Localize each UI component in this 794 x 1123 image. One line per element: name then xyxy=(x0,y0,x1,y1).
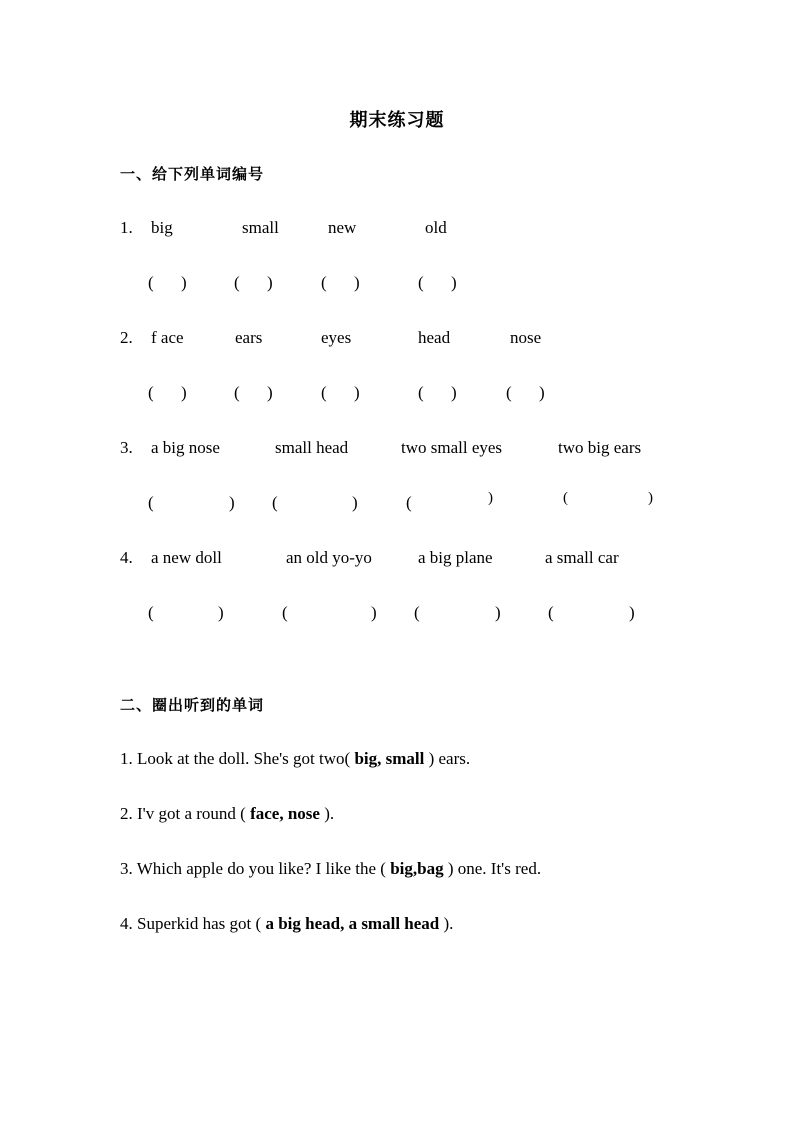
open-paren: ( xyxy=(406,493,412,512)
word-ears: ears xyxy=(235,328,263,347)
phrase-a-small-car: a small car xyxy=(545,548,619,567)
word-small: small xyxy=(242,218,279,237)
close-paren: ) xyxy=(451,273,457,292)
sentence-text: ) one. It's red. xyxy=(443,859,542,878)
phrase-small-head: small head xyxy=(275,438,349,457)
word-nose: nose xyxy=(510,328,542,347)
sentence-text: ) ears. xyxy=(424,749,471,768)
open-paren: ( xyxy=(418,273,424,292)
word-eyes: eyes xyxy=(321,328,352,347)
close-paren: ) xyxy=(181,273,187,292)
open-paren: ( xyxy=(272,493,278,512)
phrase-a-new-doll: a new doll xyxy=(151,548,222,567)
open-paren: ( xyxy=(234,273,240,292)
phrase-an-old-yoyo: an old yo-yo xyxy=(286,548,372,567)
open-paren: ( xyxy=(321,383,327,402)
word-choices: a big head, a small head xyxy=(265,914,440,933)
close-paren: ) xyxy=(354,383,360,402)
question-number-4: 4. xyxy=(120,548,133,567)
close-paren: ) xyxy=(371,603,377,622)
sentence-text: 4. Superkid has got ( xyxy=(120,914,266,933)
close-paren: ) xyxy=(181,383,187,402)
open-paren: ( xyxy=(282,603,288,622)
close-paren: ) xyxy=(488,490,493,506)
word-head: head xyxy=(418,328,451,347)
phrase-two-big-ears: two big ears xyxy=(558,438,642,457)
close-paren: ) xyxy=(648,490,653,506)
close-paren: ) xyxy=(451,383,457,402)
sentence-2 xyxy=(120,804,334,824)
close-paren: ) xyxy=(495,603,501,622)
page-title: 期末练习题 xyxy=(349,110,445,131)
word-new: new xyxy=(328,218,357,237)
word-big: big xyxy=(151,218,173,237)
section-heading-1: 一、给下列单词编号 xyxy=(120,165,265,183)
open-paren: ( xyxy=(418,383,424,402)
close-paren: ) xyxy=(354,273,360,292)
open-paren: ( xyxy=(148,273,154,292)
sentence-text: ). xyxy=(319,804,335,823)
word-face: f ace xyxy=(151,328,184,347)
word-choices: big, small xyxy=(354,749,425,768)
close-paren: ) xyxy=(267,383,273,402)
open-paren: ( xyxy=(563,490,568,506)
open-paren: ( xyxy=(321,273,327,292)
word-choices: face, nose xyxy=(250,804,320,823)
close-paren: ) xyxy=(229,493,235,512)
question-number-3: 3. xyxy=(120,438,133,457)
close-paren: ) xyxy=(539,383,545,402)
close-paren: ) xyxy=(629,603,635,622)
close-paren: ) xyxy=(218,603,224,622)
close-paren: ) xyxy=(352,493,358,512)
word-choices: big,bag xyxy=(390,859,444,878)
open-paren: ( xyxy=(414,603,420,622)
sentence-1 xyxy=(120,749,470,769)
close-paren: ) xyxy=(267,273,273,292)
open-paren: ( xyxy=(506,383,512,402)
phrase-a-big-nose: a big nose xyxy=(151,438,220,457)
open-paren: ( xyxy=(148,493,154,512)
open-paren: ( xyxy=(548,603,554,622)
sentence-4 xyxy=(120,914,453,934)
sentence-text: ). xyxy=(439,914,454,933)
word-old: old xyxy=(425,218,447,237)
section-heading-2: 二、圈出听到的单词 xyxy=(120,696,265,714)
sentence-text: 1. Look at the doll. She's got two( xyxy=(120,749,355,768)
open-paren: ( xyxy=(148,383,154,402)
sentence-3 xyxy=(120,859,541,879)
question-number-1: 1. xyxy=(120,218,133,237)
open-paren: ( xyxy=(148,603,154,622)
open-paren: ( xyxy=(234,383,240,402)
question-number-2: 2. xyxy=(120,328,133,347)
sentence-text: 3. Which apple do you like? I like the ( xyxy=(120,859,391,878)
sentence-text: 2. I'v got a round ( xyxy=(120,804,251,823)
phrase-a-big-plane: a big plane xyxy=(418,548,493,567)
phrase-two-small-eyes: two small eyes xyxy=(401,438,503,457)
